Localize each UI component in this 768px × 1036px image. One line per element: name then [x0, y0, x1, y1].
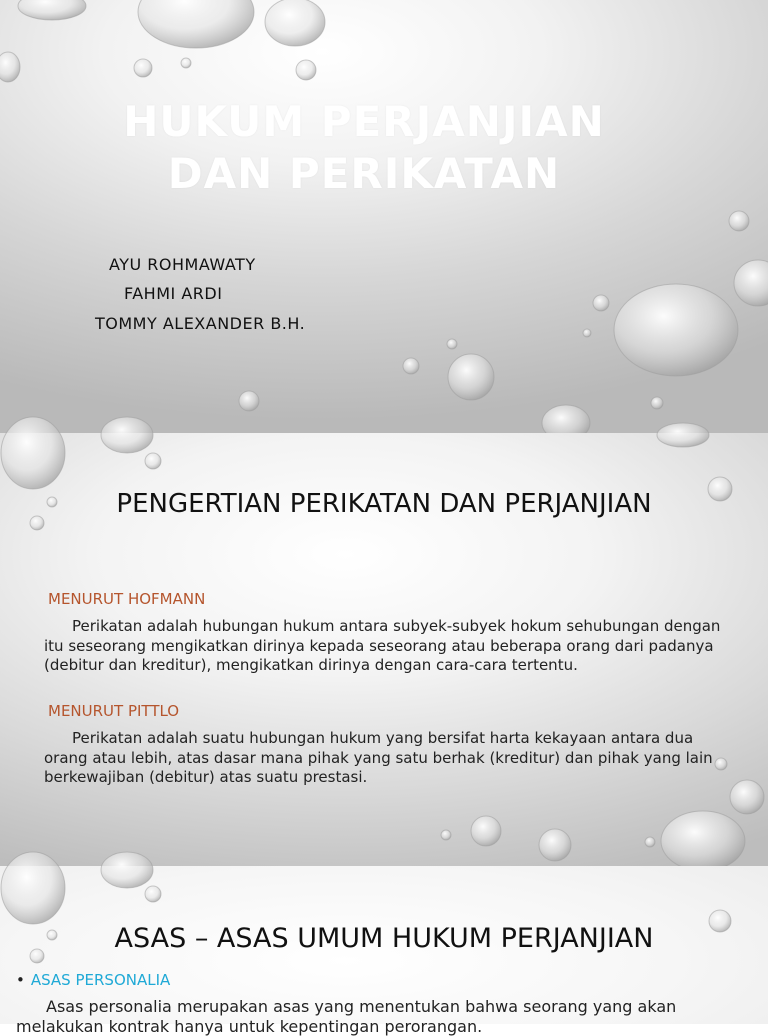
- presentation-title: [90, 96, 638, 200]
- author-3: TOMMY ALEXANDER B.H.: [95, 314, 306, 333]
- title-line-2: DAN PERIKATAN: [167, 149, 561, 198]
- bullet-heading: ASAS PERSONALIA: [30, 971, 171, 989]
- slide-title: PENGERTIAN PERIKATAN DAN PERJANJIAN: [116, 489, 652, 519]
- section-heading-hofmann: MENURUT HOFMANN: [48, 590, 206, 608]
- definition-slide: [0, 433, 768, 866]
- bullet-text: Asas personalia merupakan asas yang menentukan bahwa seorang yang akan melakukan kontrak hanya untuk kepentingan perorangan.: [16, 997, 677, 1036]
- author-1: AYU ROHMAWATY: [109, 255, 256, 274]
- principles-slide: [0, 866, 768, 1036]
- section-text-pittlo: Perikatan adalah suatu hubungan hukum yang bersifat harta kekayaan antara dua orang atau lebih, atas dasar mana pihak yang satu berhak (kreditur) dan pihak yang lain berkewajiban (debitur) atas suatu prestasi.: [44, 729, 713, 786]
- bullet-marker: •: [16, 971, 25, 989]
- section-text-hofmann: Perikatan adalah hubungan hukum antara subyek-subyek hokum sehubungan dengan itu seseorang mengikatkan dirinya kepada seseorang atau beberapa orang dari padanya (debitur dan kreditur), mengikatkan dirinya dengan cara-cara tertentu.: [44, 617, 721, 674]
- title-slide: [0, 0, 768, 433]
- title-line-1: HUKUM PERJANJIAN: [123, 97, 605, 146]
- section-heading-pittlo: MENURUT PITTLO: [48, 702, 180, 720]
- author-2: FAHMI ARDI: [124, 284, 223, 303]
- bullet-item: [16, 971, 170, 989]
- water-droplets-decoration: [0, 0, 768, 433]
- slide-title: ASAS – ASAS UMUM HUKUM PERJANJIAN: [114, 923, 654, 954]
- droplets-group: [0, 0, 768, 441]
